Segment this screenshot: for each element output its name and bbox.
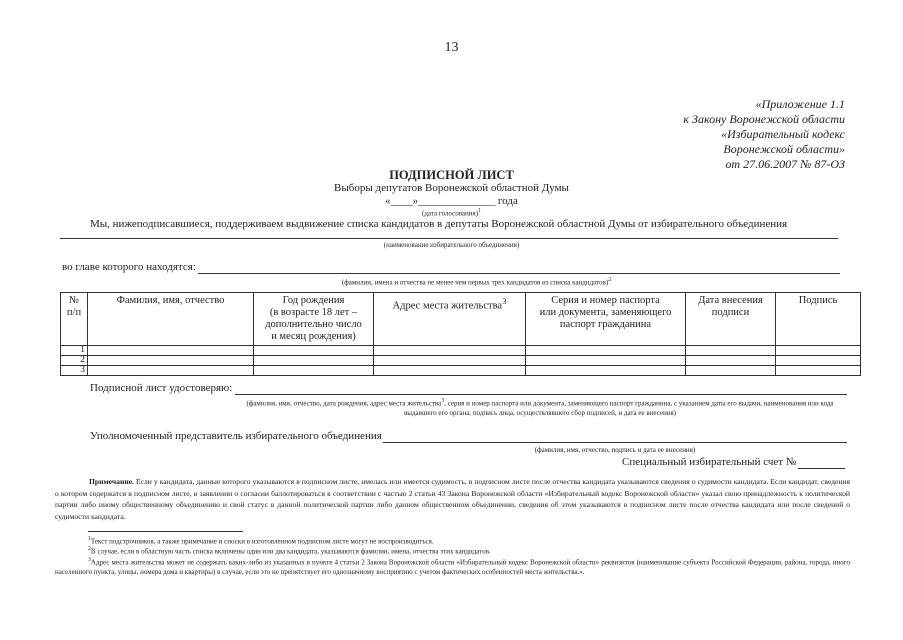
footnote-separator <box>88 531 243 532</box>
voting-date-caption: (дата голосования)$^1$ <box>422 208 481 218</box>
certify-label: Подписной лист удостоверяю: <box>90 382 233 394</box>
column-header-passport: Серия и номер паспорта или документа, заменяющего паспорт гражданина <box>526 293 686 346</box>
support-statement: Мы, нижеподписавшиеся, поддерживаем выдвижение списка кандидатов в депутаты Воронежской областной Думы от избирательного объединения <box>90 218 788 230</box>
cell-address[interactable] <box>374 356 526 366</box>
representative-caption: (фамилия, имя, отчество, подпись и дата ее внесения) <box>534 446 696 454</box>
cell-birth-year[interactable] <box>254 346 374 356</box>
cell-passport[interactable] <box>526 356 686 366</box>
cell-full-name[interactable] <box>88 346 254 356</box>
signatures-table <box>60 292 861 376</box>
voting-date-line: «____»______________ года <box>385 195 518 207</box>
footnote: $^1$Текст подстрочников, а также примечание и сноски в изготовленном подписном листе могут не воспроизводиться. <box>88 536 434 546</box>
representative-field-line[interactable] <box>383 442 847 443</box>
led-by-label: во главе которого находятся: <box>62 261 196 273</box>
appendix-line: «Избирательный кодекс <box>721 127 845 141</box>
note-label: Примечание. <box>89 477 134 486</box>
special-account-label: Специальный избирательный счет № <box>622 456 797 468</box>
footnote: $^3$Адрес места жительства может не содержать каких-либо из указанных в пункте 4 статьи 2 Закона Воронежской области «Избирательный кодекс Воронежской области» реквизитов (наименование субъекта Российской Федерации, района, города, иного населенного пункта, улицы, номера дома и квартиры) в случае, если это не препятствует его однозначному восприятию с учетом фактических особенностей места жительства.». <box>55 557 850 576</box>
column-header-address: Адрес места жительства$^3$ <box>374 293 526 346</box>
cell-full-name[interactable] <box>88 366 254 376</box>
footnote-ref: 3 <box>502 296 507 306</box>
candidates-caption: (фамилии, имена и отчества не менее чем первых трех кандидатов из списка кандидатов)$^2$ <box>341 277 612 287</box>
cell-birth-year[interactable] <box>254 366 374 376</box>
note-text: Если у кандидата, данные которого указываются в подписном листе, имелась или имеется судимость, в подписном листе после отчества кандидата указываются сведения о судимости кандидата. Если кандидат, сведения о котором содержатся в подписном листе, в заявлении о согласии баллотироваться в соответствии с частью 2 статьи 43 Закона Воронежской области «Избирательный кодекс Воронежской области» указал свою принадлежность к политической партии либо иному общественному объединению и свой статус в данной политической партии либо данном общественном объединении, сведения об этом указываются в подписном листе после отчества кандидата или после сведений о судимости кандидата. <box>55 477 850 521</box>
cell-address[interactable] <box>374 346 526 356</box>
cell-signing-date[interactable] <box>686 346 776 356</box>
footnote: $^2$В случае, если в областную часть списка включены один или два кандидата, указываются фамилии, имена, отчества этих кандидатов. <box>88 546 491 556</box>
column-header-signature: Подпись <box>776 293 861 346</box>
cell-signing-date[interactable] <box>686 356 776 366</box>
cell-signing-date[interactable] <box>686 366 776 376</box>
candidates-field-line[interactable] <box>198 273 840 274</box>
election-subtitle: Выборы депутатов Воронежской областной Думы <box>334 182 569 194</box>
document-title: ПОДПИСНОЙ ЛИСТ <box>389 168 514 182</box>
cell-signature[interactable] <box>776 366 861 376</box>
association-field-line[interactable] <box>60 238 838 239</box>
table-header-row <box>61 293 861 346</box>
appendix-line: от 27.06.2007 № 87-ОЗ <box>725 157 845 171</box>
note-paragraph <box>55 476 850 522</box>
cell-address[interactable] <box>374 366 526 376</box>
appendix-line: Воронежской области» <box>723 142 845 156</box>
column-header-birth-year: Год рождения (в возрасте 18 лет – дополнительно число и месяц рождения) <box>254 293 374 346</box>
certify-field-line[interactable] <box>235 394 847 395</box>
row-number: 2 <box>61 356 88 366</box>
cell-signature[interactable] <box>776 346 861 356</box>
column-header-signing-date: Дата внесения подписи <box>686 293 776 346</box>
cell-passport[interactable] <box>526 346 686 356</box>
row-number: 1 <box>61 346 88 356</box>
cell-birth-year[interactable] <box>254 356 374 366</box>
column-header-full-name: Фамилия, имя, отчество <box>88 293 254 346</box>
table-row <box>61 346 861 356</box>
certify-caption: (фамилия, имя, отчество, дата рождения, адрес места жительства$^3$, серия и номер паспорта или документа, заменяющего паспорт гражданина, с указанием даты его выдачи, наименования или кода выдавшего его органа, подпись лица, осуществлявшего сбор подписей, и дата ее внесения) <box>246 398 834 417</box>
table-row <box>61 356 861 366</box>
row-number: 3 <box>61 366 88 376</box>
table-row <box>61 366 861 376</box>
cell-signature[interactable] <box>776 356 861 366</box>
representative-label: Уполномоченный представитель избирательного объединения <box>90 430 382 442</box>
special-account-field-line[interactable] <box>798 468 845 469</box>
column-header-number: № п/п <box>61 293 88 346</box>
appendix-line: «Приложение 1.1 <box>755 97 845 111</box>
cell-full-name[interactable] <box>88 356 254 366</box>
appendix-reference <box>683 97 845 172</box>
cell-passport[interactable] <box>526 366 686 376</box>
appendix-line: к Закону Воронежской области <box>683 112 845 126</box>
page-number: 13 <box>444 40 459 55</box>
association-caption: (наименование избирательного объединения) <box>383 241 520 249</box>
